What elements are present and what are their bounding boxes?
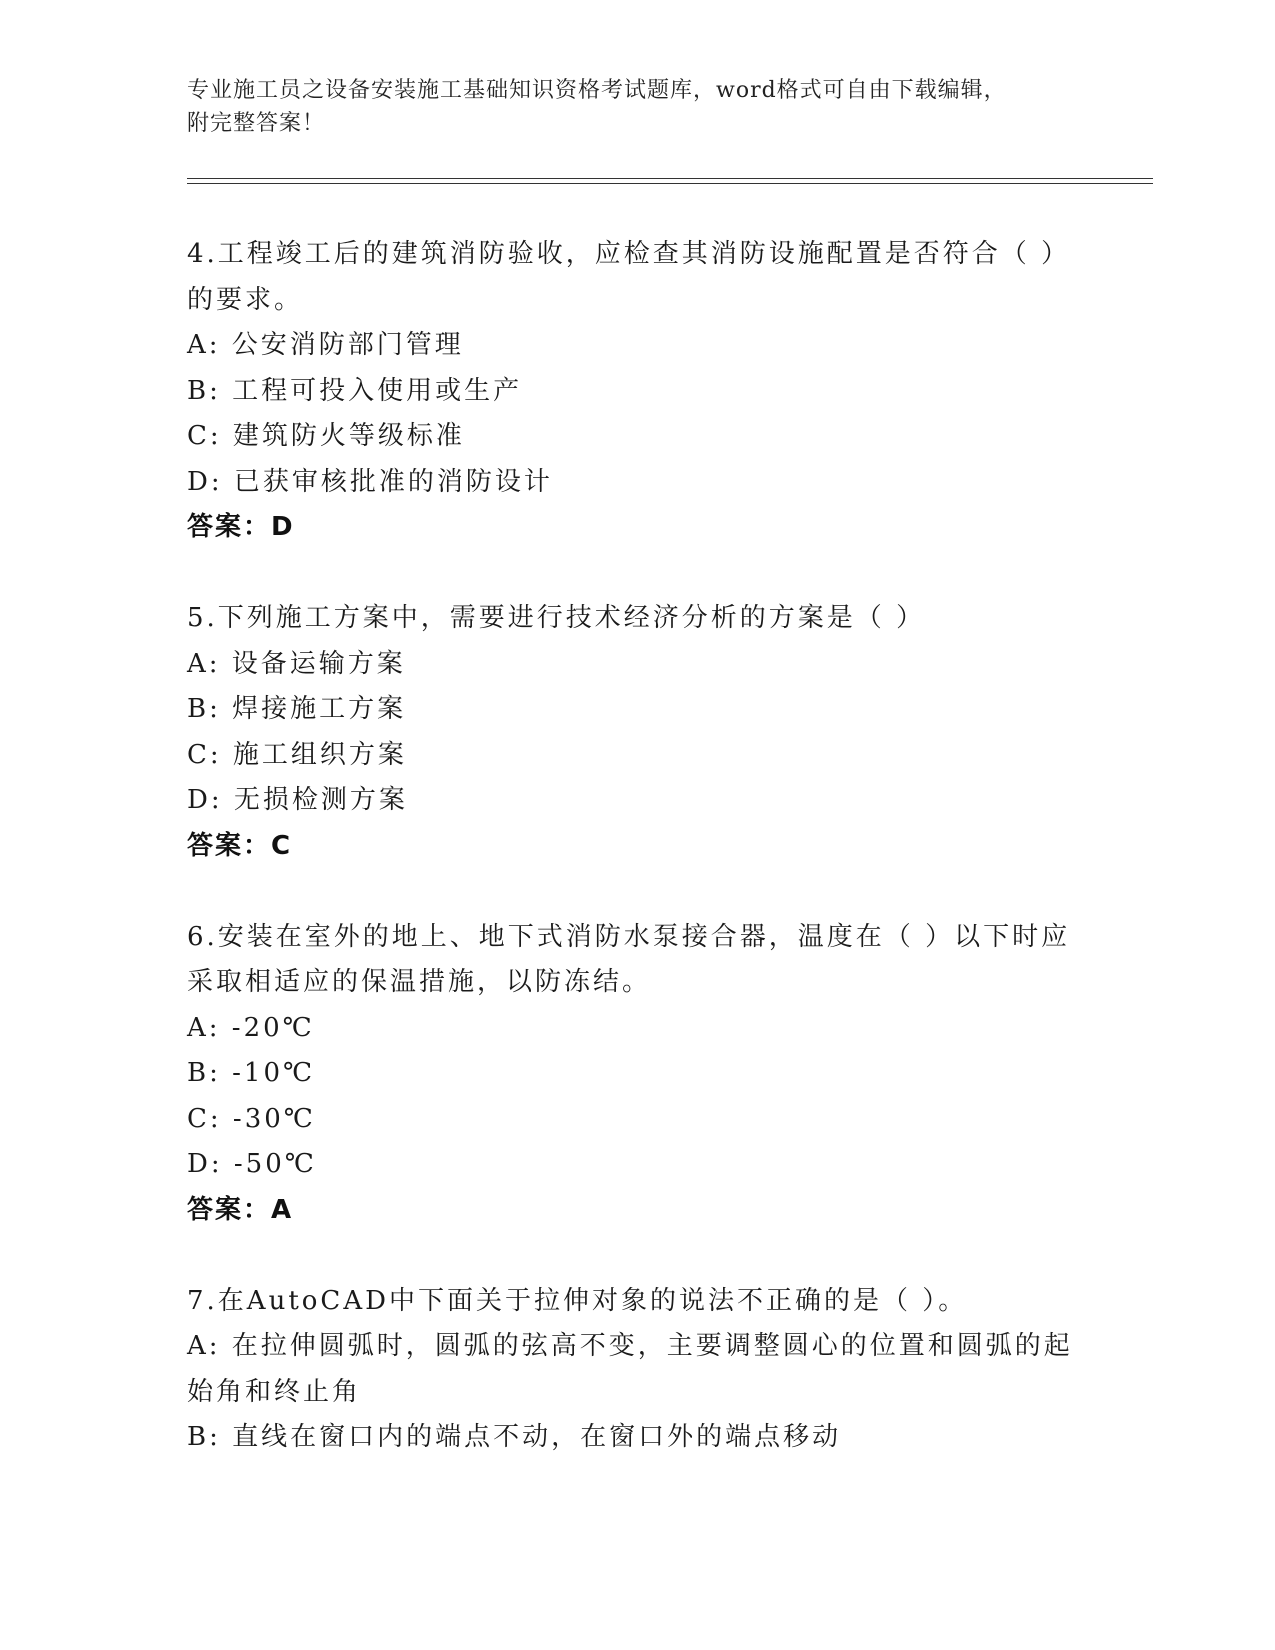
option-a: A: 设备运输方案 (187, 648, 406, 679)
header-line-2: 附完整答案！ (187, 111, 326, 136)
question-7 (187, 1279, 1087, 1461)
question-6 (187, 915, 1087, 1234)
question-stem: 4.工程竣工后的建筑消防验收，应检查其消防设施配置是否符合（ ） (187, 239, 1071, 269)
question-4 (187, 232, 1087, 551)
spacer (187, 1233, 1087, 1279)
spacer (187, 551, 1087, 597)
answer-label: 答案：C (187, 830, 293, 861)
question-stem: 采取相适应的保温措施，以防冻结。 (187, 967, 652, 997)
option-c: C: 施工组织方案 (187, 739, 407, 770)
option-a-continued: 始角和终止角 (187, 1376, 362, 1407)
question-stem: 7.在AutoCAD中下面关于拉伸对象的说法不正确的是（ ）。 (187, 1285, 968, 1316)
option-a: A: 在拉伸圆弧时，圆弧的弦高不变，主要调整圆心的位置和圆弧的起 (187, 1331, 1073, 1361)
option-d: D: 无损检测方案 (187, 785, 408, 815)
answer-label: 答案：A (187, 1194, 294, 1225)
header-line-1: 专业施工员之设备安装施工基础知识资格考试题库，word格式可自由下载编辑， (187, 78, 1007, 103)
answer-label: 答案：D (187, 512, 295, 542)
question-stem: 的要求。 (187, 284, 304, 315)
header-divider-bottom (187, 183, 1153, 184)
option-d: D: 已获审核批准的消防设计 (187, 466, 553, 497)
option-a: A: -20℃ (187, 1012, 315, 1043)
option-c: C: -30℃ (187, 1103, 316, 1134)
option-a: A: 公安消防部门管理 (187, 330, 464, 360)
option-b: B: -10℃ (187, 1058, 316, 1088)
option-b: B: 直线在窗口内的端点不动，在窗口外的端点移动 (187, 1422, 842, 1452)
question-list (187, 232, 1087, 1461)
option-b: B: 工程可投入使用或生产 (187, 375, 523, 406)
document-header (187, 74, 1087, 140)
question-stem: 5.下列施工方案中，需要进行技术经济分析的方案是（ ） (187, 603, 926, 633)
spacer (187, 869, 1087, 915)
option-d: D: -50℃ (187, 1149, 317, 1179)
option-c: C: 建筑防火等级标准 (187, 421, 465, 451)
question-5 (187, 596, 1087, 869)
question-stem: 6.安装在室外的地上、地下式消防水泵接合器，温度在（ ）以下时应 (187, 921, 1071, 952)
option-b: B: 焊接施工方案 (187, 694, 407, 724)
header-divider-top (187, 178, 1153, 179)
